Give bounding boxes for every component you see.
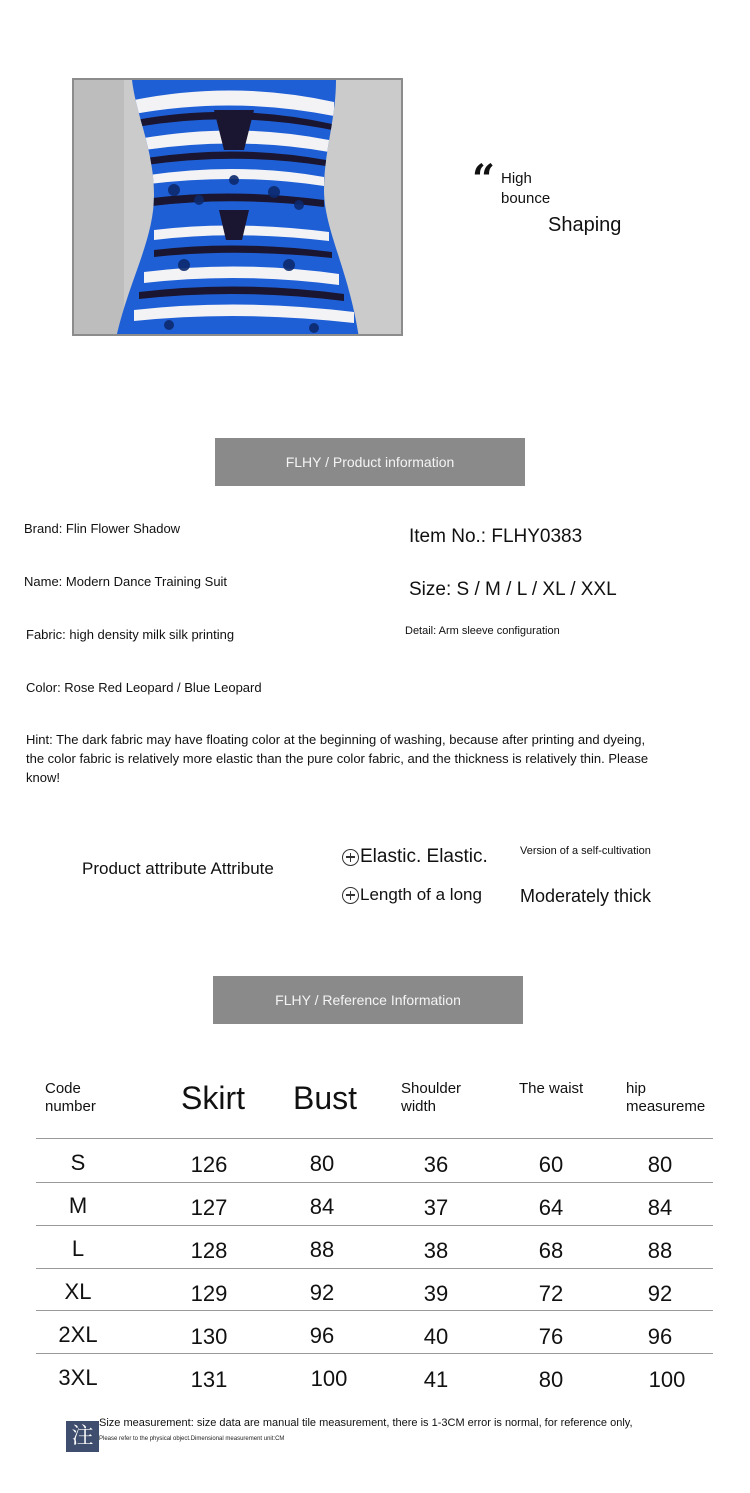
- table-rule: [36, 1310, 713, 1311]
- cell-hip: 80: [647, 1152, 673, 1177]
- quote-line-1: High: [501, 170, 532, 187]
- cell-bust: 84: [309, 1194, 335, 1219]
- attribute-elastic: [342, 846, 488, 868]
- cell-hip: 100: [648, 1367, 686, 1392]
- header-code-number: [45, 1080, 96, 1116]
- attribute-version: Version of a self-cultivation: [520, 845, 651, 857]
- cell-shoulder: 37: [423, 1195, 449, 1220]
- cell-shoulder: 39: [423, 1281, 449, 1306]
- cell-skirt: 130: [190, 1324, 228, 1349]
- cell-waist: 64: [538, 1195, 564, 1220]
- cell-bust: 100: [310, 1366, 348, 1391]
- attribute-label: Product attribute Attribute: [82, 859, 274, 878]
- cell-code: S: [70, 1150, 86, 1175]
- cell-waist: 76: [538, 1324, 564, 1349]
- cell-skirt: 128: [190, 1238, 228, 1263]
- note-badge: 注: [66, 1421, 99, 1452]
- header-hip: [626, 1080, 705, 1116]
- hint-text: Hint: The dark fabric may have floating color at the beginning of washing, because after printing and dyeing, the color fabric is relatively more elastic than the pure color fabric, and the thickness is relatively thin. Please know!: [26, 732, 649, 785]
- cell-skirt: 129: [190, 1281, 228, 1306]
- cell-bust: 80: [309, 1151, 335, 1176]
- item-number: Item No.: FLHY0383: [409, 526, 583, 547]
- color-text: Color: Rose Red Leopard / Blue Leopard: [26, 680, 262, 695]
- header-bust: Bust: [293, 1080, 358, 1116]
- cell-shoulder: 41: [423, 1367, 449, 1392]
- plus-circle-icon: [342, 849, 359, 866]
- brand-text: Brand: Flin Flower Shadow: [24, 521, 181, 536]
- quote-shaping: Shaping: [548, 214, 622, 236]
- cell-hip: 88: [647, 1238, 673, 1263]
- attribute-elastic-label: Elastic. Elastic.: [360, 846, 488, 867]
- cell-bust: 92: [309, 1280, 335, 1305]
- size-list: Size: S / M / L / XL / XXL: [409, 579, 617, 600]
- detail-text: Detail: Arm sleeve configuration: [405, 625, 560, 637]
- cell-hip: 92: [647, 1281, 673, 1306]
- plus-circle-icon: [342, 887, 359, 904]
- reference-info-header: FLHY / Reference Information: [213, 976, 523, 1024]
- fabric-text: Fabric: high density milk silk printing: [26, 627, 235, 642]
- cell-waist: 68: [538, 1238, 564, 1263]
- cell-hip: 96: [647, 1324, 673, 1349]
- cell-hip: 84: [647, 1195, 673, 1220]
- quote-icon: “: [472, 156, 496, 203]
- attribute-length-label: Length of a long: [360, 885, 482, 904]
- header-skirt: Skirt: [181, 1080, 245, 1116]
- name-text: Name: Modern Dance Training Suit: [24, 574, 228, 589]
- cell-skirt: 131: [190, 1367, 228, 1392]
- header-code-line1: Code: [45, 1080, 81, 1097]
- header-hip-line2: measureme: [626, 1098, 706, 1115]
- table-rule: [36, 1138, 713, 1139]
- cell-code: 3XL: [58, 1365, 98, 1390]
- cell-code: M: [68, 1193, 88, 1218]
- cell-waist: 80: [538, 1367, 564, 1392]
- header-shoulder-line2: width: [401, 1098, 437, 1115]
- product-info-header: FLHY / Product information: [215, 438, 525, 486]
- header-hip-line1: hip: [626, 1080, 647, 1097]
- attribute-length: [342, 885, 482, 905]
- header-waist: The waist: [519, 1080, 584, 1097]
- cell-bust: 96: [309, 1323, 335, 1348]
- header-shoulder-line1: Shoulder: [401, 1080, 462, 1097]
- cell-code: XL: [64, 1279, 92, 1304]
- cell-shoulder: 40: [423, 1324, 449, 1349]
- cell-waist: 60: [538, 1152, 564, 1177]
- cell-shoulder: 38: [423, 1238, 449, 1263]
- quote-line-2: bounce: [501, 190, 551, 207]
- table-rule: [36, 1268, 713, 1269]
- table-rule: [36, 1225, 713, 1226]
- cell-skirt: 127: [190, 1195, 228, 1220]
- cell-code: 2XL: [58, 1322, 98, 1347]
- note-text: Size measurement: size data are manual tile measurement, there is 1-3CM error is normal, for reference only,: [99, 1417, 633, 1429]
- cell-shoulder: 36: [423, 1152, 449, 1177]
- attribute-thickness: Moderately thick: [520, 886, 652, 906]
- cell-waist: 72: [538, 1281, 564, 1306]
- product-photo: [72, 78, 403, 336]
- cell-skirt: 126: [190, 1152, 228, 1177]
- cell-bust: 88: [309, 1237, 335, 1262]
- note-subtext: Please refer to the physical object.Dimensional measurement unit:CM: [99, 1436, 285, 1442]
- table-rule: [36, 1182, 713, 1183]
- header-shoulder-width: [401, 1080, 461, 1116]
- table-rule: [36, 1353, 713, 1354]
- cell-code: L: [71, 1236, 85, 1261]
- header-code-line2: number: [45, 1098, 96, 1115]
